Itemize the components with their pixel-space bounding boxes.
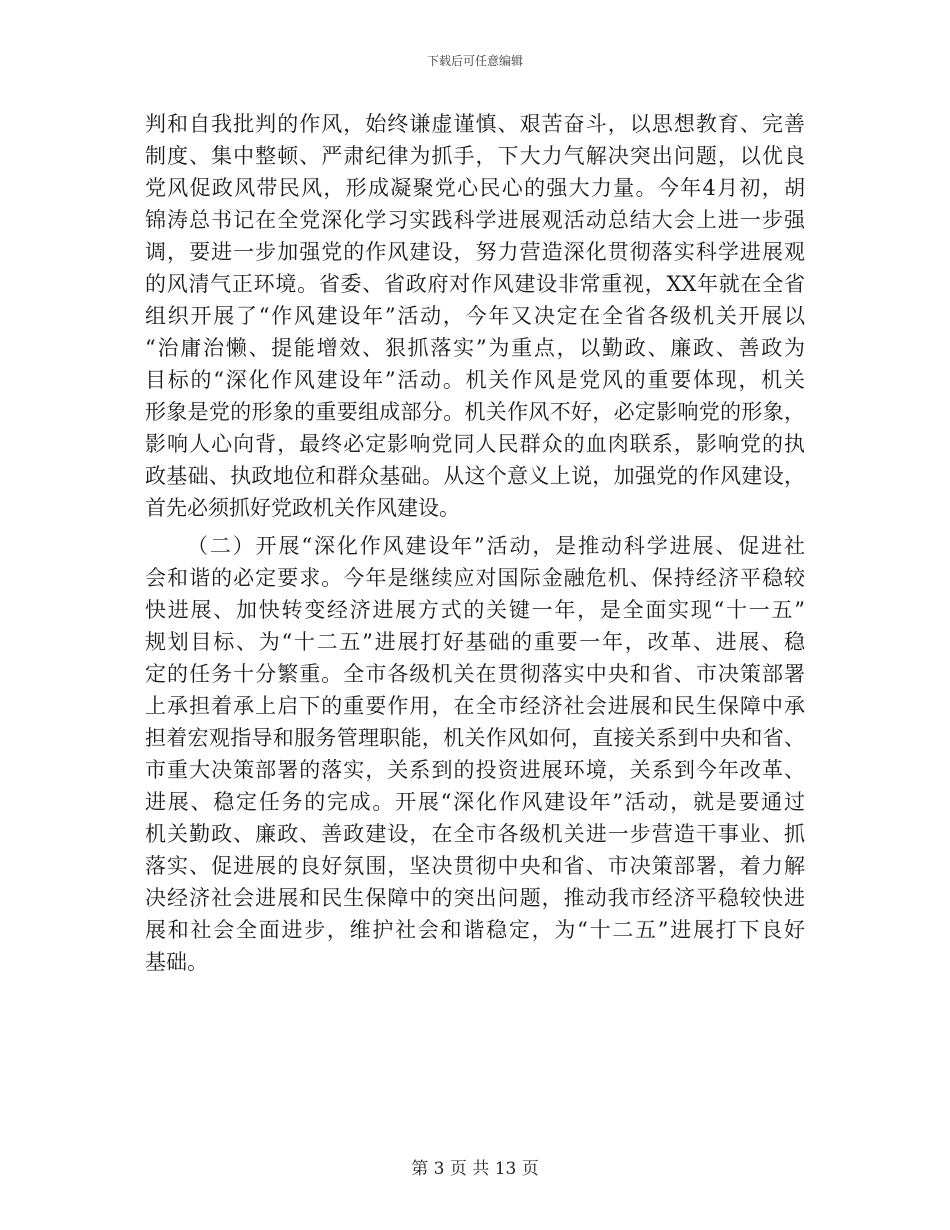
text-line: 机关勤政、廉政、善政建设，在全市各级机关进一步营造干事业、抓 bbox=[145, 822, 805, 846]
text-line: 的风清气正环境。省委、省政府对作风建设非常重视，XX年就在全省 bbox=[145, 272, 805, 296]
text-line: 目标的“深化作风建设年”活动。机关作风是党风的重要体现，机关 bbox=[145, 368, 805, 392]
text-line: 担着宏观指导和服务管理职能，机关作风如何，直接关系到中央和省、 bbox=[145, 726, 805, 750]
text-line: 会和谐的必定要求。今年是继续应对国际金融危机、保持经济平稳较 bbox=[145, 566, 805, 590]
text-line: （二）开展“深化作风建设年”活动，是推动科学进展、促进社 bbox=[187, 534, 805, 558]
text-line: 锦涛总书记在全党深化学习实践科学进展观活动总结大会上进一步强 bbox=[145, 208, 805, 232]
text-line: 快进展、加快转变经济进展方式的关键一年，是全面实现“十一五” bbox=[145, 598, 805, 622]
text-line: 形象是党的形象的重要组成部分。机关作风不好，必定影响党的形象， bbox=[145, 400, 805, 424]
text-line: 规划目标、为“十二五”进展打好基础的重要一年，改革、进展、稳 bbox=[145, 630, 805, 654]
text-line: 展和社会全面进步，维护社会和谐稳定，为“十二五”进展打下良好 bbox=[145, 918, 805, 942]
paragraph bbox=[145, 108, 805, 524]
text-line: 影响人心向背，最终必定影响党同人民群众的血肉联系，影响党的执 bbox=[145, 432, 805, 456]
text-line: 组织开展了“作风建设年”活动，今年又决定在全省各级机关开展以 bbox=[145, 304, 805, 328]
text-line: 基础。 bbox=[145, 950, 208, 974]
page-footer: 第 3 页 共 13 页 bbox=[411, 1159, 539, 1179]
document-body bbox=[145, 108, 805, 978]
text-line: “治庸治懒、提能增效、狠抓落实”为重点，以勤政、廉政、善政为 bbox=[145, 336, 805, 360]
text-line: 定的任务十分繁重。全市各级机关在贯彻落实中央和省、市决策部署 bbox=[145, 662, 805, 686]
text-line: 党风促政风带民风，形成凝聚党心民心的强大力量。今年4月初，胡 bbox=[145, 176, 805, 200]
text-line: 决经济社会进展和民生保障中的突出问题，推动我市经济平稳较快进 bbox=[145, 886, 805, 910]
text-line: 政基础、执政地位和群众基础。从这个意义上说，加强党的作风建设， bbox=[145, 464, 805, 488]
text-line: 市重大决策部署的落实，关系到的投资进展环境，关系到今年改革、 bbox=[145, 758, 805, 782]
text-line: 落实、促进展的良好氛围，坚决贯彻中央和省、市决策部署，着力解 bbox=[145, 854, 805, 878]
text-line: 首先必须抓好党政机关作风建设。 bbox=[145, 496, 460, 520]
text-line: 调，要进一步加强党的作风建设，努力营造深化贯彻落实科学进展观 bbox=[145, 240, 805, 264]
text-line: 上承担着承上启下的重要作用，在全市经济社会进展和民生保障中承 bbox=[145, 694, 805, 718]
text-line: 进展、稳定任务的完成。开展“深化作风建设年”活动，就是要通过 bbox=[145, 790, 805, 814]
text-line: 制度、集中整顿、严肃纪律为抓手，下大力气解决突出问题，以优良 bbox=[145, 144, 805, 168]
paragraph bbox=[145, 530, 805, 978]
page-header: 下载后可任意编辑 bbox=[426, 54, 523, 68]
text-line: 判和自我批判的作风，始终谦虚谨慎、艰苦奋斗，以思想教育、完善 bbox=[145, 112, 805, 136]
